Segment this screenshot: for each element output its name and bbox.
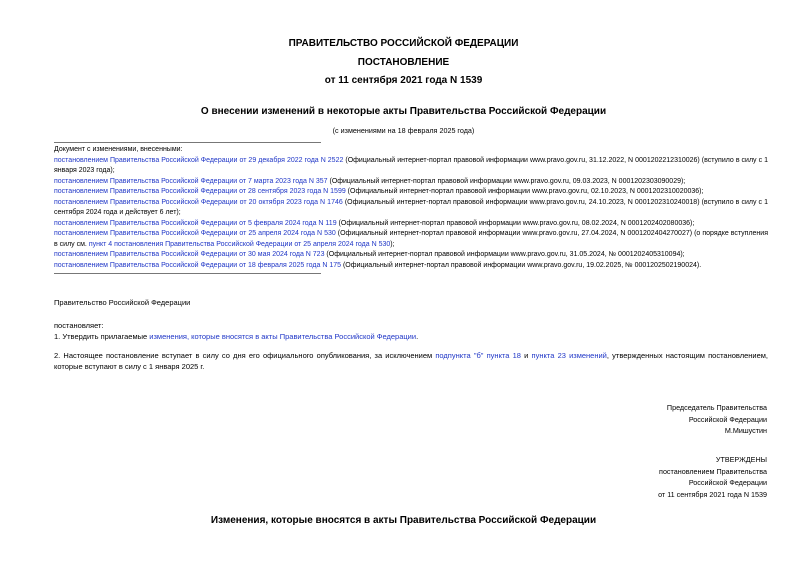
government-title: ПРАВИТЕЛЬСТВО РОССИЙСКОЙ ФЕДЕРАЦИИ (288, 38, 519, 49)
edition-note: (с изменениями на 18 февраля 2025 года) (332, 126, 475, 135)
amendment-link[interactable]: постановлением Правительства Российской Федерации от 25 апреля 2024 года N 530 (54, 230, 336, 237)
changes-intro: Документ с изменениями, внесенными: (54, 146, 183, 153)
document-type: ПОСТАНОВЛЕНИЕ (357, 57, 450, 68)
amendment-source: (Официальный интернет-портал правовой информации www.pravo.gov.ru, 27.04.2024, N 0001202404270027) (о порядке вступления в силу см. (54, 230, 769, 248)
amendment-source-end: ); (390, 240, 395, 248)
amendment-source: (Официальный интернет-портал правовой информации www.pravo.gov.ru, 31.12.2022, N 0001202212310026) (вступило в силу с 1 января 2023 года); (54, 156, 768, 174)
entry-into-force-link[interactable]: пункт 4 постановления Правительства Российской Федерации от 25 апреля 2024 года N 530 (88, 240, 391, 248)
amendment-link[interactable]: постановлением Правительства Российской Федерации от 28 сентября 2023 года N 1599 (54, 188, 346, 195)
amendment-link[interactable]: постановлением Правительства Российской Федерации от 20 октября 2023 года N 1746 (54, 198, 343, 206)
approval-line-4: от 11 сентября 2021 года N 1539 (658, 489, 767, 499)
paragraph-2 (54, 350, 768, 372)
list-item (54, 156, 768, 177)
subparagraph-link[interactable]: подпункта "б" пункта 18 (435, 351, 521, 360)
government-line: Правительство Российской Федерации (54, 298, 191, 307)
approval-line-3: Российской Федерации (688, 478, 767, 487)
list-item (54, 261, 768, 272)
amendment-link[interactable]: постановлением Правительства Российской Федерации от 5 февраля 2024 года N 119 (54, 219, 337, 227)
signature-block (667, 402, 767, 437)
amendment-source: (Официальный интернет-портал правовой информации www.pravo.gov.ru, 31.05.2024, № 0001202405310094); (324, 251, 685, 258)
paragraph-2-suffix: , утвержденных настоящим постановлением, которые вступают в силу с 1 января 2025 г. (54, 351, 769, 371)
annex-title: Изменения, которые вносятся в акты Правительства Российской Федерации (210, 515, 597, 526)
list-item (54, 198, 768, 219)
amendment-source: (Официальный интернет-портал правовой информации www.pravo.gov.ru, 08.02.2024, N 0001202402080036); (336, 219, 695, 227)
list-item (54, 177, 768, 188)
approval-heading: УТВЕРЖДЕНЫ (715, 455, 767, 464)
divider-bottom (54, 273, 321, 274)
paragraph-2-prefix: 2. Настоящее постановление вступает в силу со дня его официального опубликования, за исключением (54, 351, 436, 360)
changes-list (54, 145, 768, 271)
document-date-number: от 11 сентября 2021 года N 1539 (324, 75, 483, 86)
amendment-link[interactable]: постановлением Правительства Российской Федерации от 30 мая 2024 года N 723 (54, 251, 325, 258)
amendment-source: (Официальный интернет-портал правовой информации www.pravo.gov.ru, 19.02.2025, № 0001202502190024). (341, 261, 702, 269)
list-item (54, 187, 768, 198)
paragraph-23-link[interactable]: пункта 23 изменений (531, 351, 607, 360)
paragraph-2-mid: и (520, 351, 532, 360)
signature-country: Российской Федерации (688, 414, 767, 424)
paragraph-1-prefix: 1. Утвердить прилагаемые (54, 332, 150, 341)
decides-line: постановляет: (54, 321, 104, 330)
signature-name: М.Мишустин (724, 426, 767, 435)
amendment-link[interactable]: постановлением Правительства Российской Федерации от 7 марта 2023 года N 357 (54, 177, 328, 185)
paragraph-1-suffix: . (416, 332, 419, 341)
signature-position: Председатель Правительства (666, 403, 767, 412)
amendment-source: (Официальный интернет-портал правовой информации www.pravo.gov.ru, 09.03.2023, N 0001202303090029); (327, 177, 686, 185)
approval-line-2: постановлением Правительства (659, 466, 767, 476)
amendment-link[interactable]: постановлением Правительства Российской Федерации от 18 февраля 2025 года N 175 (54, 261, 341, 269)
list-item (54, 219, 768, 230)
document-title: О внесении изменений в некоторые акты Правительства Российской Федерации (200, 106, 607, 117)
changes-annex-link[interactable]: изменения, которые вносятся в акты Правительства Российской Федерации (149, 332, 417, 341)
list-item (54, 250, 768, 261)
paragraph-1 (54, 331, 768, 342)
divider-top (54, 142, 321, 143)
amendment-source: (Официальный интернет-портал правовой информации www.pravo.gov.ru, 24.10.2023, N 0001202310240018) (вступило в силу с 1 сентября 2024 года и действует 6 лет); (54, 198, 769, 216)
amendment-link[interactable]: постановлением Правительства Российской Федерации от 29 декабря 2022 года N 2522 (54, 156, 344, 164)
approval-block (658, 454, 767, 500)
amendment-source: (Официальный интернет-портал правовой информации www.pravo.gov.ru, 02.10.2023, N 0001202310020036); (345, 188, 704, 195)
list-item (54, 229, 768, 250)
